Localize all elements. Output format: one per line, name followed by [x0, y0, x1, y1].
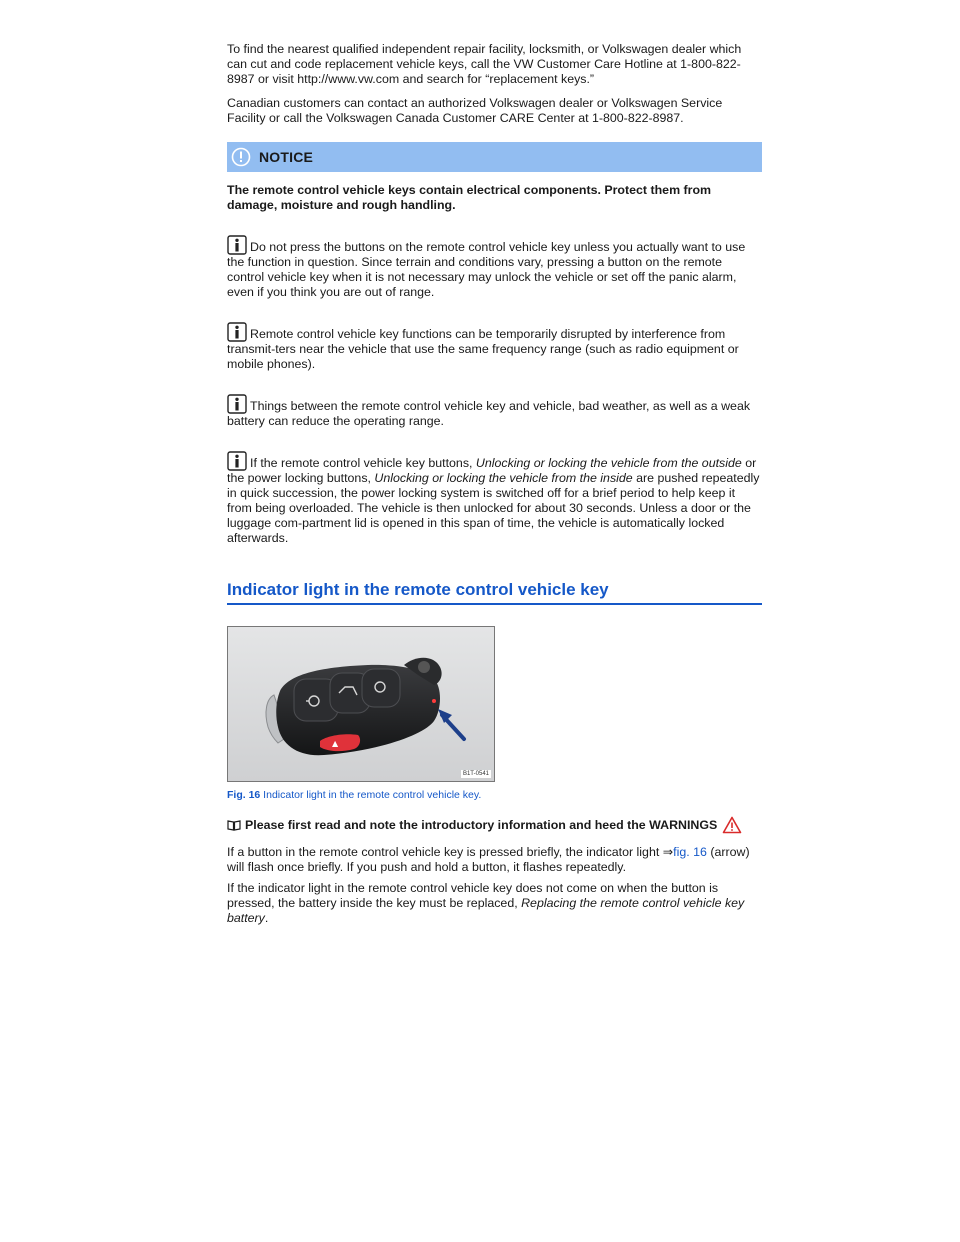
- caption-label: Fig. 16: [227, 789, 261, 801]
- notice-lead-text: The remote control vehicle keys contain electrical components. Protect them from damage, moisture and rough handling.: [227, 183, 712, 212]
- paragraph-text: If a button in the remote control vehicle key is pressed briefly, the indicator light ⇒: [227, 845, 674, 859]
- section-heading: Indicator light in the remote control vehicle key: [227, 580, 762, 605]
- info-i-icon: [227, 451, 247, 471]
- info-i-icon: [227, 322, 247, 342]
- figure-code: B1T-0541: [462, 771, 489, 777]
- read-first-line: [227, 816, 762, 834]
- indicator-description: [227, 845, 762, 926]
- note-item: [227, 235, 762, 300]
- intro-section: [227, 42, 762, 126]
- note-item: [227, 451, 762, 546]
- figure-caption: [227, 788, 762, 803]
- intro-paragraph-2: Canadian customers can contact an authorized Volkswagen dealer or Volkswagen Service Facility or call the Volkswagen Canada Customer CARE Center at 1-800-822-8987.: [227, 96, 723, 125]
- paragraph-text: If the indicator light in the remote control vehicle key does not come on when the button is pressed, the battery inside the key must be replaced,: [227, 881, 719, 910]
- info-i-icon: [227, 235, 247, 255]
- figure-link[interactable]: fig. 16: [673, 845, 707, 859]
- notice-bar: [227, 142, 762, 172]
- note-text: Remote control vehicle key functions can be temporarily disrupted by interference from transmit-ters near the vehicle that use the same frequency range (such as radio equipment or mobile phones).: [227, 327, 739, 371]
- manual-page: [227, 42, 762, 926]
- paragraph-text: (arrow) will flash once briefly. If you push and hold a button, it flashes repeatedly.: [227, 845, 750, 874]
- read-first-text: Please first read and note the introductory information and heed the WARNINGS: [245, 817, 718, 832]
- exclamation-circle-icon: [231, 147, 251, 167]
- svg-text:▲: ▲: [332, 739, 339, 748]
- note-text-part: or the power locking buttons,: [227, 456, 757, 485]
- intro-paragraph-1: To find the nearest qualified independent repair facility, locksmith, or Volkswagen dealer which can cut and code replacement vehicle keys, call the VW Customer Care Hotline at 1-800-822-8987 or visit http://www.vw.com and search for “replacement keys.”: [227, 42, 742, 86]
- note-item: [227, 394, 762, 429]
- cross-reference-outside[interactable]: Unlocking or locking the vehicle from the outside: [475, 456, 742, 470]
- figure-16: [227, 626, 495, 782]
- note-text-part: If the remote control vehicle key buttons,: [250, 456, 476, 470]
- cross-reference-inside[interactable]: Unlocking or locking the vehicle from the inside: [374, 471, 633, 485]
- indicator-paragraph-2: [227, 881, 762, 926]
- paragraph-text: .: [264, 911, 269, 925]
- open-book-icon: [227, 819, 241, 831]
- indicator-paragraph-1: [227, 845, 762, 875]
- note-text: Things between the remote control vehicle key and vehicle, bad weather, as well as a weak battery can reduce the operating range.: [227, 399, 751, 428]
- warning-triangle-icon: [722, 816, 742, 834]
- cross-reference-battery[interactable]: Replacing the remote control vehicle key battery: [227, 896, 745, 925]
- info-i-icon: [227, 394, 247, 414]
- note-item: [227, 322, 762, 372]
- remote-key-illustration: [228, 627, 494, 781]
- notice-title: NOTICE: [259, 148, 314, 165]
- note-text-part: are pushed repeatedly in quick succession, the power locking system is switched off for a brief period to help keep it from being overloaded. The vehicle is then unlocked for about 30 seconds. Unless a door or the luggage com-partment lid is opened in this span of time, the vehicle is automatically locked afterwards.: [227, 471, 760, 545]
- note-text: Do not press the buttons on the remote control vehicle key unless you actually want to use the function in question. Since terrain and conditions vary, pressing a button on the remote control vehicle key when it is not necessary may unlock the vehicle or set off the panic alarm, even if you think you are out of range.: [227, 240, 746, 299]
- caption-text: Indicator light in the remote control vehicle key.: [260, 789, 482, 801]
